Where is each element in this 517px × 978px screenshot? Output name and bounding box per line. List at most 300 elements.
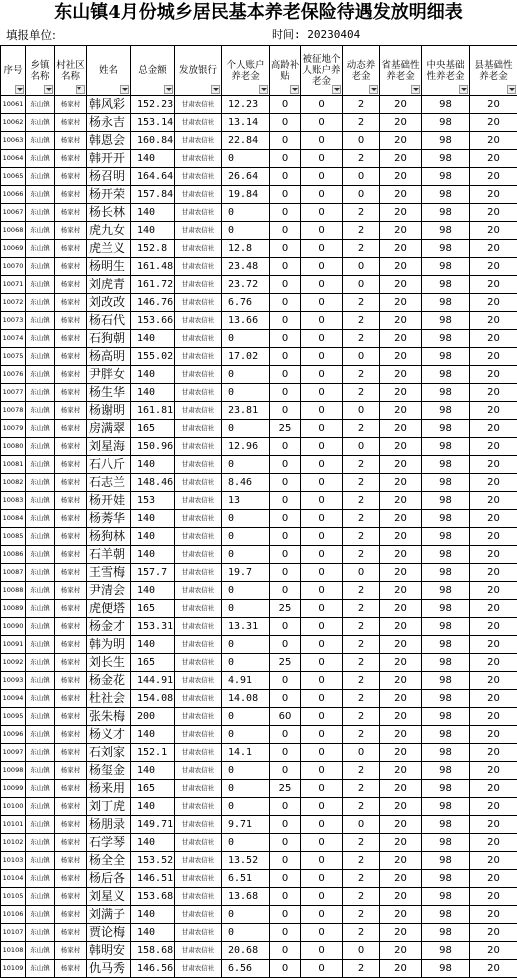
cell-dynamic[interactable]: 2 [343, 600, 380, 618]
cell-central[interactable]: 98 [422, 240, 470, 258]
cell-town[interactable]: 东山镇 [26, 348, 55, 366]
cell-land-acquired[interactable]: 0 [301, 276, 343, 294]
cell-name[interactable]: 杨开荣 [87, 186, 131, 204]
cell-land-acquired[interactable]: 0 [301, 294, 343, 312]
cell-dynamic[interactable]: 2 [343, 474, 380, 492]
cell-personal-account[interactable]: 0 [222, 654, 270, 672]
cell-central[interactable]: 98 [422, 366, 470, 384]
table-row[interactable] [1, 186, 517, 204]
cell-name[interactable]: 杨义才 [87, 726, 131, 744]
cell-index[interactable]: 10066 [1, 186, 26, 204]
cell-provincial[interactable]: 20 [380, 366, 422, 384]
cell-dynamic[interactable]: 0 [343, 186, 380, 204]
cell-county[interactable]: 20 [470, 438, 517, 456]
cell-dynamic[interactable]: 2 [343, 384, 380, 402]
cell-personal-account[interactable]: 23.81 [222, 402, 270, 420]
cell-village[interactable]: 杨家村 [55, 132, 87, 150]
cell-land-acquired[interactable]: 0 [301, 222, 343, 240]
cell-central[interactable]: 98 [422, 258, 470, 276]
cell-dynamic[interactable]: 0 [343, 402, 380, 420]
cell-village[interactable]: 杨家村 [55, 744, 87, 762]
cell-index[interactable]: 10109 [1, 960, 26, 978]
cell-age-subsidy[interactable]: 0 [270, 906, 301, 924]
cell-total[interactable]: 140 [131, 150, 175, 168]
cell-village[interactable]: 杨家村 [55, 960, 87, 978]
cell-total[interactable]: 160.84 [131, 132, 175, 150]
filter-dropdown-icon[interactable] [369, 85, 378, 94]
cell-county[interactable]: 20 [470, 240, 517, 258]
cell-age-subsidy[interactable]: 0 [270, 132, 301, 150]
cell-total[interactable]: 200 [131, 708, 175, 726]
filter-dropdown-icon[interactable] [259, 85, 268, 94]
cell-age-subsidy[interactable]: 0 [270, 204, 301, 222]
cell-total[interactable]: 153.14 [131, 114, 175, 132]
cell-town[interactable]: 东山镇 [26, 546, 55, 564]
cell-county[interactable]: 20 [470, 348, 517, 366]
cell-total[interactable]: 165 [131, 654, 175, 672]
table-row[interactable] [1, 726, 517, 744]
cell-dynamic[interactable]: 2 [343, 294, 380, 312]
cell-age-subsidy[interactable]: 0 [270, 672, 301, 690]
cell-age-subsidy[interactable]: 0 [270, 582, 301, 600]
table-row[interactable] [1, 636, 517, 654]
filter-active-icon[interactable] [76, 85, 85, 94]
cell-village[interactable]: 杨家村 [55, 492, 87, 510]
cell-bank[interactable]: 甘肃农信社 [175, 438, 222, 456]
cell-name[interactable]: 尹清会 [87, 582, 131, 600]
cell-county[interactable]: 20 [470, 924, 517, 942]
cell-dynamic[interactable]: 0 [343, 744, 380, 762]
cell-total[interactable]: 150.96 [131, 438, 175, 456]
cell-personal-account[interactable]: 0 [222, 582, 270, 600]
cell-land-acquired[interactable]: 0 [301, 888, 343, 906]
cell-provincial[interactable]: 20 [380, 312, 422, 330]
cell-land-acquired[interactable]: 0 [301, 204, 343, 222]
cell-dynamic[interactable]: 2 [343, 528, 380, 546]
cell-age-subsidy[interactable]: 0 [270, 924, 301, 942]
cell-personal-account[interactable]: 0 [222, 366, 270, 384]
cell-index[interactable]: 10073 [1, 312, 26, 330]
cell-town[interactable]: 东山镇 [26, 474, 55, 492]
cell-village[interactable]: 杨家村 [55, 852, 87, 870]
cell-town[interactable]: 东山镇 [26, 510, 55, 528]
cell-land-acquired[interactable]: 0 [301, 654, 343, 672]
cell-village[interactable]: 杨家村 [55, 564, 87, 582]
cell-provincial[interactable]: 20 [380, 582, 422, 600]
cell-land-acquired[interactable]: 0 [301, 780, 343, 798]
cell-name[interactable]: 刘虎青 [87, 276, 131, 294]
cell-land-acquired[interactable]: 0 [301, 942, 343, 960]
cell-personal-account[interactable]: 22.84 [222, 132, 270, 150]
cell-central[interactable]: 98 [422, 618, 470, 636]
cell-bank[interactable]: 甘肃农信社 [175, 600, 222, 618]
cell-land-acquired[interactable]: 0 [301, 96, 343, 114]
cell-bank[interactable]: 甘肃农信社 [175, 384, 222, 402]
cell-bank[interactable]: 甘肃农信社 [175, 816, 222, 834]
cell-name[interactable]: 杨召明 [87, 168, 131, 186]
cell-village[interactable]: 杨家村 [55, 384, 87, 402]
cell-personal-account[interactable]: 17.02 [222, 348, 270, 366]
cell-land-acquired[interactable]: 0 [301, 708, 343, 726]
cell-bank[interactable]: 甘肃农信社 [175, 888, 222, 906]
cell-central[interactable]: 98 [422, 816, 470, 834]
cell-village[interactable]: 杨家村 [55, 240, 87, 258]
cell-age-subsidy[interactable]: 25 [270, 780, 301, 798]
cell-land-acquired[interactable]: 0 [301, 258, 343, 276]
cell-dynamic[interactable]: 2 [343, 492, 380, 510]
cell-personal-account[interactable]: 0 [222, 384, 270, 402]
cell-provincial[interactable]: 20 [380, 870, 422, 888]
cell-bank[interactable]: 甘肃农信社 [175, 942, 222, 960]
cell-village[interactable]: 杨家村 [55, 690, 87, 708]
cell-land-acquired[interactable]: 0 [301, 762, 343, 780]
table-row[interactable] [1, 402, 517, 420]
cell-personal-account[interactable]: 0 [222, 420, 270, 438]
cell-dynamic[interactable]: 2 [343, 96, 380, 114]
cell-bank[interactable]: 甘肃农信社 [175, 924, 222, 942]
cell-county[interactable]: 20 [470, 312, 517, 330]
cell-personal-account[interactable]: 12.8 [222, 240, 270, 258]
cell-age-subsidy[interactable]: 0 [270, 294, 301, 312]
cell-bank[interactable]: 甘肃农信社 [175, 546, 222, 564]
cell-town[interactable]: 东山镇 [26, 870, 55, 888]
cell-dynamic[interactable]: 2 [343, 204, 380, 222]
filter-dropdown-icon[interactable] [459, 85, 468, 94]
cell-total[interactable]: 140 [131, 798, 175, 816]
cell-name[interactable]: 虎九女 [87, 222, 131, 240]
cell-bank[interactable]: 甘肃农信社 [175, 168, 222, 186]
cell-total[interactable]: 153 [131, 492, 175, 510]
cell-central[interactable]: 98 [422, 708, 470, 726]
cell-town[interactable]: 东山镇 [26, 402, 55, 420]
filter-dropdown-icon[interactable] [15, 85, 24, 94]
cell-personal-account[interactable]: 23.72 [222, 276, 270, 294]
cell-name[interactable]: 杨明生 [87, 258, 131, 276]
cell-total[interactable]: 161.72 [131, 276, 175, 294]
cell-age-subsidy[interactable]: 0 [270, 474, 301, 492]
cell-index[interactable]: 10090 [1, 618, 26, 636]
cell-age-subsidy[interactable]: 60 [270, 708, 301, 726]
cell-total[interactable]: 149.71 [131, 816, 175, 834]
cell-total[interactable]: 140 [131, 546, 175, 564]
cell-central[interactable]: 98 [422, 654, 470, 672]
cell-index[interactable]: 10089 [1, 600, 26, 618]
cell-central[interactable]: 98 [422, 294, 470, 312]
cell-land-acquired[interactable]: 0 [301, 690, 343, 708]
cell-age-subsidy[interactable]: 0 [270, 186, 301, 204]
cell-personal-account[interactable]: 13.68 [222, 888, 270, 906]
cell-town[interactable]: 东山镇 [26, 636, 55, 654]
cell-personal-account[interactable]: 0 [222, 762, 270, 780]
cell-central[interactable]: 98 [422, 510, 470, 528]
cell-dynamic[interactable]: 2 [343, 690, 380, 708]
cell-provincial[interactable]: 20 [380, 294, 422, 312]
cell-index[interactable]: 10070 [1, 258, 26, 276]
table-row[interactable] [1, 132, 517, 150]
cell-provincial[interactable]: 20 [380, 222, 422, 240]
cell-provincial[interactable]: 20 [380, 708, 422, 726]
cell-personal-account[interactable]: 6.51 [222, 870, 270, 888]
cell-name[interactable]: 杨朋录 [87, 816, 131, 834]
cell-village[interactable]: 杨家村 [55, 456, 87, 474]
cell-dynamic[interactable]: 2 [343, 330, 380, 348]
cell-central[interactable]: 98 [422, 114, 470, 132]
cell-dynamic[interactable]: 0 [343, 276, 380, 294]
cell-town[interactable]: 东山镇 [26, 168, 55, 186]
cell-personal-account[interactable]: 19.7 [222, 564, 270, 582]
table-row[interactable] [1, 888, 517, 906]
cell-name[interactable]: 杨全全 [87, 852, 131, 870]
cell-index[interactable]: 10106 [1, 906, 26, 924]
cell-dynamic[interactable]: 2 [343, 834, 380, 852]
cell-village[interactable]: 杨家村 [55, 924, 87, 942]
table-row[interactable] [1, 834, 517, 852]
cell-total[interactable]: 153.66 [131, 312, 175, 330]
cell-index[interactable]: 10102 [1, 834, 26, 852]
cell-land-acquired[interactable]: 0 [301, 924, 343, 942]
cell-county[interactable]: 20 [470, 402, 517, 420]
cell-provincial[interactable]: 20 [380, 762, 422, 780]
cell-county[interactable]: 20 [470, 528, 517, 546]
table-row[interactable] [1, 240, 517, 258]
cell-town[interactable]: 东山镇 [26, 654, 55, 672]
cell-index[interactable]: 10088 [1, 582, 26, 600]
cell-provincial[interactable]: 20 [380, 96, 422, 114]
cell-village[interactable]: 杨家村 [55, 438, 87, 456]
cell-village[interactable]: 杨家村 [55, 942, 87, 960]
cell-county[interactable]: 20 [470, 150, 517, 168]
cell-total[interactable]: 140 [131, 510, 175, 528]
cell-name[interactable]: 刘长生 [87, 654, 131, 672]
cell-total[interactable]: 157.84 [131, 186, 175, 204]
cell-central[interactable]: 98 [422, 384, 470, 402]
cell-age-subsidy[interactable]: 25 [270, 420, 301, 438]
cell-age-subsidy[interactable]: 0 [270, 636, 301, 654]
cell-dynamic[interactable]: 0 [343, 942, 380, 960]
cell-total[interactable]: 140 [131, 384, 175, 402]
cell-provincial[interactable]: 20 [380, 420, 422, 438]
cell-personal-account[interactable]: 14.1 [222, 744, 270, 762]
cell-central[interactable]: 98 [422, 942, 470, 960]
table-row[interactable] [1, 708, 517, 726]
cell-land-acquired[interactable]: 0 [301, 240, 343, 258]
cell-dynamic[interactable]: 2 [343, 240, 380, 258]
table-row[interactable] [1, 330, 517, 348]
cell-total[interactable]: 146.76 [131, 294, 175, 312]
cell-town[interactable]: 东山镇 [26, 366, 55, 384]
cell-total[interactable]: 146.56 [131, 960, 175, 978]
cell-central[interactable]: 98 [422, 798, 470, 816]
cell-dynamic[interactable]: 2 [343, 636, 380, 654]
cell-village[interactable]: 杨家村 [55, 222, 87, 240]
cell-county[interactable]: 20 [470, 114, 517, 132]
cell-central[interactable]: 98 [422, 852, 470, 870]
cell-dynamic[interactable]: 2 [343, 888, 380, 906]
cell-provincial[interactable]: 20 [380, 132, 422, 150]
cell-land-acquired[interactable]: 0 [301, 564, 343, 582]
cell-town[interactable]: 东山镇 [26, 726, 55, 744]
cell-county[interactable]: 20 [470, 888, 517, 906]
cell-personal-account[interactable]: 14.08 [222, 690, 270, 708]
cell-provincial[interactable]: 20 [380, 798, 422, 816]
cell-provincial[interactable]: 20 [380, 924, 422, 942]
cell-county[interactable]: 20 [470, 654, 517, 672]
cell-land-acquired[interactable]: 0 [301, 852, 343, 870]
cell-dynamic[interactable]: 0 [343, 168, 380, 186]
cell-age-subsidy[interactable]: 0 [270, 96, 301, 114]
cell-central[interactable]: 98 [422, 420, 470, 438]
cell-personal-account[interactable]: 0 [222, 150, 270, 168]
cell-land-acquired[interactable]: 0 [301, 132, 343, 150]
cell-provincial[interactable]: 20 [380, 816, 422, 834]
cell-village[interactable]: 杨家村 [55, 546, 87, 564]
cell-provincial[interactable]: 20 [380, 672, 422, 690]
cell-county[interactable]: 20 [470, 366, 517, 384]
cell-town[interactable]: 东山镇 [26, 798, 55, 816]
table-row[interactable] [1, 420, 517, 438]
cell-index[interactable]: 10099 [1, 780, 26, 798]
cell-dynamic[interactable]: 2 [343, 960, 380, 978]
cell-dynamic[interactable]: 2 [343, 798, 380, 816]
cell-county[interactable]: 20 [470, 870, 517, 888]
cell-village[interactable]: 杨家村 [55, 600, 87, 618]
cell-total[interactable]: 140 [131, 204, 175, 222]
cell-bank[interactable]: 甘肃农信社 [175, 906, 222, 924]
cell-age-subsidy[interactable]: 0 [270, 564, 301, 582]
cell-total[interactable]: 144.91 [131, 672, 175, 690]
cell-total[interactable]: 140 [131, 222, 175, 240]
cell-town[interactable]: 东山镇 [26, 924, 55, 942]
cell-index[interactable]: 10074 [1, 330, 26, 348]
cell-provincial[interactable]: 20 [380, 330, 422, 348]
cell-central[interactable]: 98 [422, 906, 470, 924]
cell-county[interactable]: 20 [470, 672, 517, 690]
cell-total[interactable]: 152.1 [131, 744, 175, 762]
cell-name[interactable]: 杨石代 [87, 312, 131, 330]
cell-age-subsidy[interactable]: 0 [270, 942, 301, 960]
cell-county[interactable]: 20 [470, 258, 517, 276]
table-row[interactable] [1, 312, 517, 330]
cell-county[interactable]: 20 [470, 690, 517, 708]
cell-county[interactable]: 20 [470, 456, 517, 474]
cell-total[interactable]: 140 [131, 924, 175, 942]
cell-bank[interactable]: 甘肃农信社 [175, 348, 222, 366]
cell-dynamic[interactable]: 2 [343, 420, 380, 438]
filter-dropdown-icon[interactable] [332, 85, 341, 94]
cell-age-subsidy[interactable]: 0 [270, 438, 301, 456]
cell-central[interactable]: 98 [422, 744, 470, 762]
cell-provincial[interactable]: 20 [380, 654, 422, 672]
cell-personal-account[interactable]: 0 [222, 636, 270, 654]
filter-dropdown-icon[interactable] [164, 85, 173, 94]
cell-total[interactable]: 161.81 [131, 402, 175, 420]
cell-town[interactable]: 东山镇 [26, 618, 55, 636]
cell-name[interactable]: 石志兰 [87, 474, 131, 492]
cell-age-subsidy[interactable]: 0 [270, 816, 301, 834]
cell-town[interactable]: 东山镇 [26, 762, 55, 780]
cell-bank[interactable]: 甘肃农信社 [175, 564, 222, 582]
cell-central[interactable]: 98 [422, 564, 470, 582]
cell-total[interactable]: 140 [131, 528, 175, 546]
cell-provincial[interactable]: 20 [380, 384, 422, 402]
cell-total[interactable]: 165 [131, 780, 175, 798]
cell-town[interactable]: 东山镇 [26, 96, 55, 114]
cell-central[interactable]: 98 [422, 582, 470, 600]
cell-bank[interactable]: 甘肃农信社 [175, 114, 222, 132]
cell-provincial[interactable]: 20 [380, 258, 422, 276]
cell-index[interactable]: 10063 [1, 132, 26, 150]
cell-village[interactable]: 杨家村 [55, 816, 87, 834]
table-row[interactable] [1, 258, 517, 276]
cell-age-subsidy[interactable]: 0 [270, 870, 301, 888]
cell-personal-account[interactable]: 0 [222, 600, 270, 618]
cell-index[interactable]: 10100 [1, 798, 26, 816]
cell-land-acquired[interactable]: 0 [301, 438, 343, 456]
cell-provincial[interactable]: 20 [380, 690, 422, 708]
cell-index[interactable]: 10062 [1, 114, 26, 132]
cell-name[interactable]: 杨长林 [87, 204, 131, 222]
cell-name[interactable]: 杨谢明 [87, 402, 131, 420]
cell-central[interactable]: 98 [422, 132, 470, 150]
cell-personal-account[interactable]: 0 [222, 924, 270, 942]
cell-name[interactable]: 韩为明 [87, 636, 131, 654]
cell-central[interactable]: 98 [422, 96, 470, 114]
cell-county[interactable]: 20 [470, 330, 517, 348]
cell-index[interactable]: 10069 [1, 240, 26, 258]
cell-central[interactable]: 98 [422, 780, 470, 798]
cell-name[interactable]: 石狗朝 [87, 330, 131, 348]
cell-county[interactable]: 20 [470, 384, 517, 402]
cell-village[interactable]: 杨家村 [55, 636, 87, 654]
cell-town[interactable]: 东山镇 [26, 294, 55, 312]
cell-village[interactable]: 杨家村 [55, 150, 87, 168]
cell-land-acquired[interactable]: 0 [301, 726, 343, 744]
cell-total[interactable]: 140 [131, 906, 175, 924]
cell-bank[interactable]: 甘肃农信社 [175, 708, 222, 726]
cell-central[interactable]: 98 [422, 834, 470, 852]
cell-bank[interactable]: 甘肃农信社 [175, 276, 222, 294]
cell-town[interactable]: 东山镇 [26, 384, 55, 402]
cell-name[interactable]: 韩恩会 [87, 132, 131, 150]
cell-total[interactable]: 153.68 [131, 888, 175, 906]
cell-index[interactable]: 10085 [1, 528, 26, 546]
cell-name[interactable]: 刘丁虎 [87, 798, 131, 816]
cell-provincial[interactable]: 20 [380, 276, 422, 294]
cell-land-acquired[interactable]: 0 [301, 114, 343, 132]
cell-personal-account[interactable]: 0 [222, 726, 270, 744]
cell-index[interactable]: 10079 [1, 420, 26, 438]
cell-county[interactable]: 20 [470, 276, 517, 294]
cell-bank[interactable]: 甘肃农信社 [175, 780, 222, 798]
cell-index[interactable]: 10093 [1, 672, 26, 690]
cell-index[interactable]: 10098 [1, 762, 26, 780]
table-row[interactable] [1, 582, 517, 600]
cell-name[interactable]: 仇马秀 [87, 960, 131, 978]
cell-name[interactable]: 石八斤 [87, 456, 131, 474]
cell-land-acquired[interactable]: 0 [301, 348, 343, 366]
cell-bank[interactable]: 甘肃农信社 [175, 312, 222, 330]
filter-dropdown-icon[interactable] [411, 85, 420, 94]
cell-county[interactable]: 20 [470, 168, 517, 186]
cell-personal-account[interactable]: 0 [222, 834, 270, 852]
cell-county[interactable]: 20 [470, 492, 517, 510]
cell-provincial[interactable]: 20 [380, 114, 422, 132]
cell-land-acquired[interactable]: 0 [301, 366, 343, 384]
cell-village[interactable]: 杨家村 [55, 762, 87, 780]
cell-land-acquired[interactable]: 0 [301, 672, 343, 690]
cell-bank[interactable]: 甘肃农信社 [175, 798, 222, 816]
table-row[interactable] [1, 564, 517, 582]
